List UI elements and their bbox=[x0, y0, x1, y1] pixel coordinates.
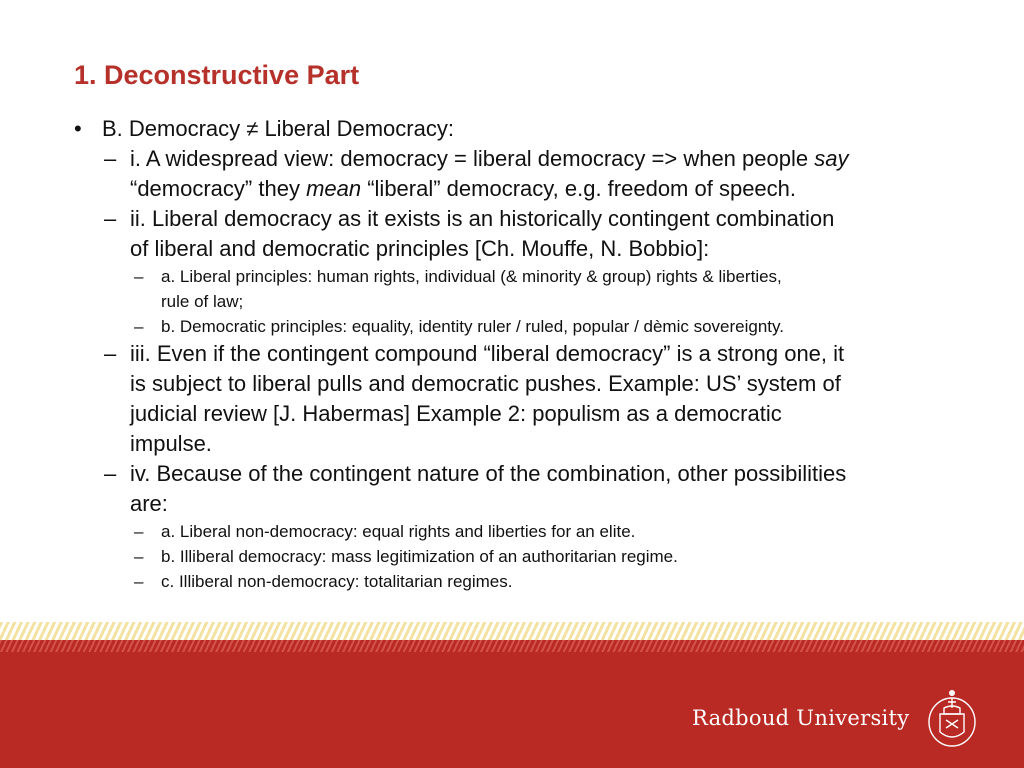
item-iv-sub-c bbox=[74, 569, 974, 594]
item-iv-sub-b-text: b. Illiberal democracy: mass legitimization of an authoritarian regime. bbox=[161, 547, 678, 566]
bullet-marker: • bbox=[74, 116, 82, 141]
dash-marker: – bbox=[104, 341, 117, 366]
item-ii-cont: of liberal and democratic principles [Ch. Mouffe, N. Bobbio]: bbox=[130, 236, 710, 261]
item-iii-text-1: iii. Even if the contingent compound “liberal democracy” is a strong one, it bbox=[130, 341, 845, 366]
slide-body bbox=[74, 114, 974, 594]
item-iv-sub-a bbox=[74, 519, 974, 544]
dash-marker: – bbox=[134, 522, 144, 541]
item-i bbox=[74, 144, 974, 174]
item-iii-cont-1: is subject to liberal pulls and democratic pushes. Example: US’ system of bbox=[130, 371, 841, 396]
item-i-cont bbox=[74, 174, 974, 204]
bullet-b-text: B. Democracy ≠ Liberal Democracy: bbox=[102, 116, 454, 141]
item-iii bbox=[74, 339, 974, 369]
item-i-text-3: “liberal” democracy, e.g. freedom of speech. bbox=[361, 176, 797, 201]
footer-stripe-pattern-red bbox=[0, 640, 1024, 652]
item-i-say: say bbox=[814, 146, 849, 171]
item-ii-sub-a bbox=[74, 264, 974, 289]
item-iv-sub-b bbox=[74, 544, 974, 569]
item-ii-text-1: ii. Liberal democracy as it exists is an historically contingent combination bbox=[130, 206, 835, 231]
bullet-b bbox=[74, 114, 974, 144]
item-iv-text-1: iv. Because of the contingent nature of the combination, other possibilities bbox=[130, 461, 847, 486]
university-name: Radboud University bbox=[692, 706, 910, 730]
item-iii-cont-2: judicial review [J. Habermas] Example 2: populism as a democratic bbox=[130, 401, 782, 426]
dash-marker: – bbox=[134, 572, 144, 591]
item-iv-cont: are: bbox=[130, 491, 168, 516]
item-iv bbox=[74, 459, 974, 489]
item-i-mean: mean bbox=[306, 176, 362, 201]
slide-title: 1. Deconstructive Part bbox=[74, 60, 360, 90]
item-iii-cont-3: impulse. bbox=[130, 431, 212, 456]
item-iv-sub-c-text: c. Illiberal non-democracy: totalitarian regimes. bbox=[161, 572, 513, 591]
footer-stripe-pattern bbox=[0, 622, 1024, 640]
item-ii-sub-a-text: a. Liberal principles: human rights, individual (& minority & group) rights & liberties, bbox=[161, 267, 782, 286]
dash-marker: – bbox=[104, 146, 117, 171]
item-ii bbox=[74, 204, 974, 234]
dash-marker: – bbox=[134, 317, 144, 336]
item-ii-sub-a-cont: rule of law; bbox=[161, 292, 244, 311]
dash-marker: – bbox=[104, 206, 117, 231]
dash-marker: – bbox=[134, 547, 144, 566]
dash-marker: – bbox=[134, 267, 144, 286]
item-i-text-1: i. A widespread view: democracy = liberal democracy => when people bbox=[130, 146, 815, 171]
item-iv-sub-a-text: a. Liberal non-democracy: equal rights and liberties for an elite. bbox=[161, 522, 636, 541]
university-seal-icon bbox=[926, 684, 978, 748]
dash-marker: – bbox=[104, 461, 117, 486]
item-ii-sub-b bbox=[74, 314, 974, 339]
item-i-text-2: “democracy” they bbox=[130, 176, 307, 201]
item-ii-sub-b-text: b. Democratic principles: equality, identity ruler / ruled, popular / dèmic sovereignty. bbox=[161, 317, 784, 336]
